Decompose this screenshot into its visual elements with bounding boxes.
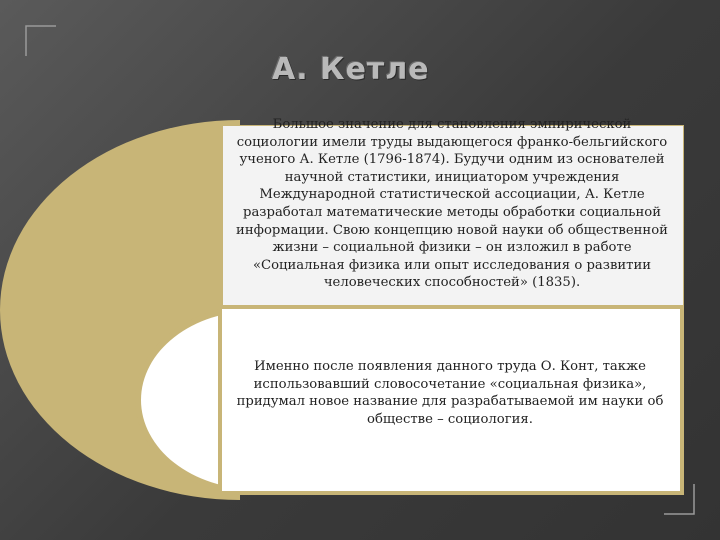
paragraph-quetelet: Большое значение для становления эмпирической социологии имели труды выдающегося франко-бельгийского ученого А. Кетле (1796-1874). Будучи одним из основателей научной статистики, инициатором учреждения Международной статистической ассоциации, А. Кетле разработал математические методы обработки социальной информации. Свою концепцию новой науки об общественной жизни – социальной физики – он изложил в работе «Социальная физика или опыт исследования о развитии человеческих способностей» (1835). <box>236 117 668 291</box>
paragraph-comte: Именно после появления данного труда О. Конт, также использовавший словосочетание «социальная физика», придумал новое название для разрабатываемой им науки об обществе – социология. <box>236 359 664 427</box>
slide-title: А. Кетле <box>272 52 430 87</box>
